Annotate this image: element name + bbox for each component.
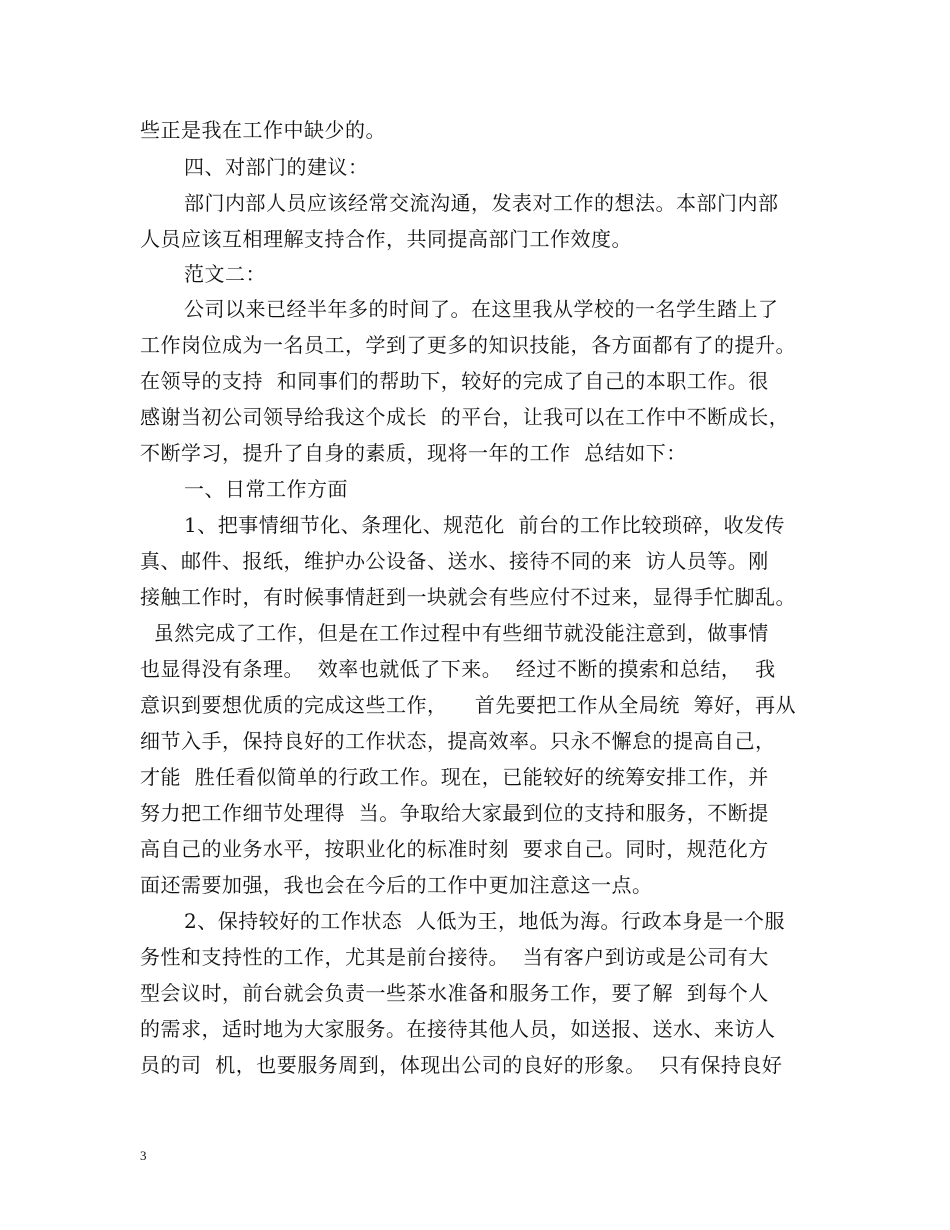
text-line: 不断学习，提升了自身的素质，现将一年的工作 总结如下： [140,441,687,465]
page-number: 3 [140,1148,147,1163]
text-line: 也显得没有条理。 效率也就低了下来。 经过不断的摸索和总结， 我 [140,657,776,681]
text-line: 部门内部人员应该经常交流沟通，发表对工作的想法。本部门内部 [184,191,779,215]
text-line: 的需求，适时地为大家服务。在接待其他人员，如送报、送水、来访人 [140,1017,776,1041]
text-line: 面还需要加强，我也会在今后的工作中更加注意这一点。 [140,873,653,897]
section-heading: 四、对部门的建议： [184,155,369,179]
section-heading: 一、日常工作方面 [184,477,348,501]
text-line: 虽然完成了工作，但是在工作过程中有些细节就没能注意到，做事情 [140,621,769,645]
text-line: 员的司 机，也要服务周到，体现出公司的良好的形象。 只有保持良好 [140,1053,783,1077]
text-line: 才能 胜任看似简单的行政工作。现在，已能较好的统筹安排工作，并 [140,765,769,789]
text-line: 公司以来已经半年多的时间了。在这里我从学校的一名学生踏上了 [184,297,779,321]
text-line: 真、邮件、报纸，维护办公设备、送水、接待不同的来 访人员等。刚 [140,549,769,573]
text-line: 些正是我在工作中缺少的。 [140,118,386,142]
text-line: 接触工作时，有时候事情赶到一块就会有些应付不过来，显得手忙脚乱。 [140,585,796,609]
text-line: 1、把事情细节化、条理化、规范化 前台的工作比较琐碎，收发传 [184,513,785,537]
text-line: 感谢当初公司领导给我这个成长 的平台，让我可以在工作中不断成长， [140,405,790,429]
text-line: 工作岗位成为一名员工，学到了更多的知识技能，各方面都有了的提升。 [140,333,796,357]
text-line: 在领导的支持 和同事们的帮助下，较好的完成了自己的本职工作。很 [140,369,769,393]
text-line: 务性和支持性的工作，尤其是前台接待。 当有客户到访或是公司有大 [140,945,769,969]
text-line: 人员应该互相理解支持合作，共同提高部门工作效度。 [140,227,632,251]
text-line: 意识到要想优质的完成这些工作， 首先要把工作从全局统 筹好，再从 [140,693,797,717]
text-line: 细节入手，保持良好的工作状态，提高效率。只永不懈怠的提高自己， [140,729,776,753]
section-heading: 范文二： [184,262,266,286]
text-line: 型会议时，前台就会负责一些茶水准备和服务工作，要了解 到每个人 [140,981,769,1005]
text-line: 2、保持较好的工作状态 人低为王，地低为海。行政本身是一个服 [184,909,785,933]
text-line: 高自己的业务水平，按职业化的标准时刻 要求自己。同时，规范化方 [140,837,769,861]
text-line: 努力把工作细节处理得 当。争取给大家最到位的支持和服务，不断提 [140,801,769,825]
